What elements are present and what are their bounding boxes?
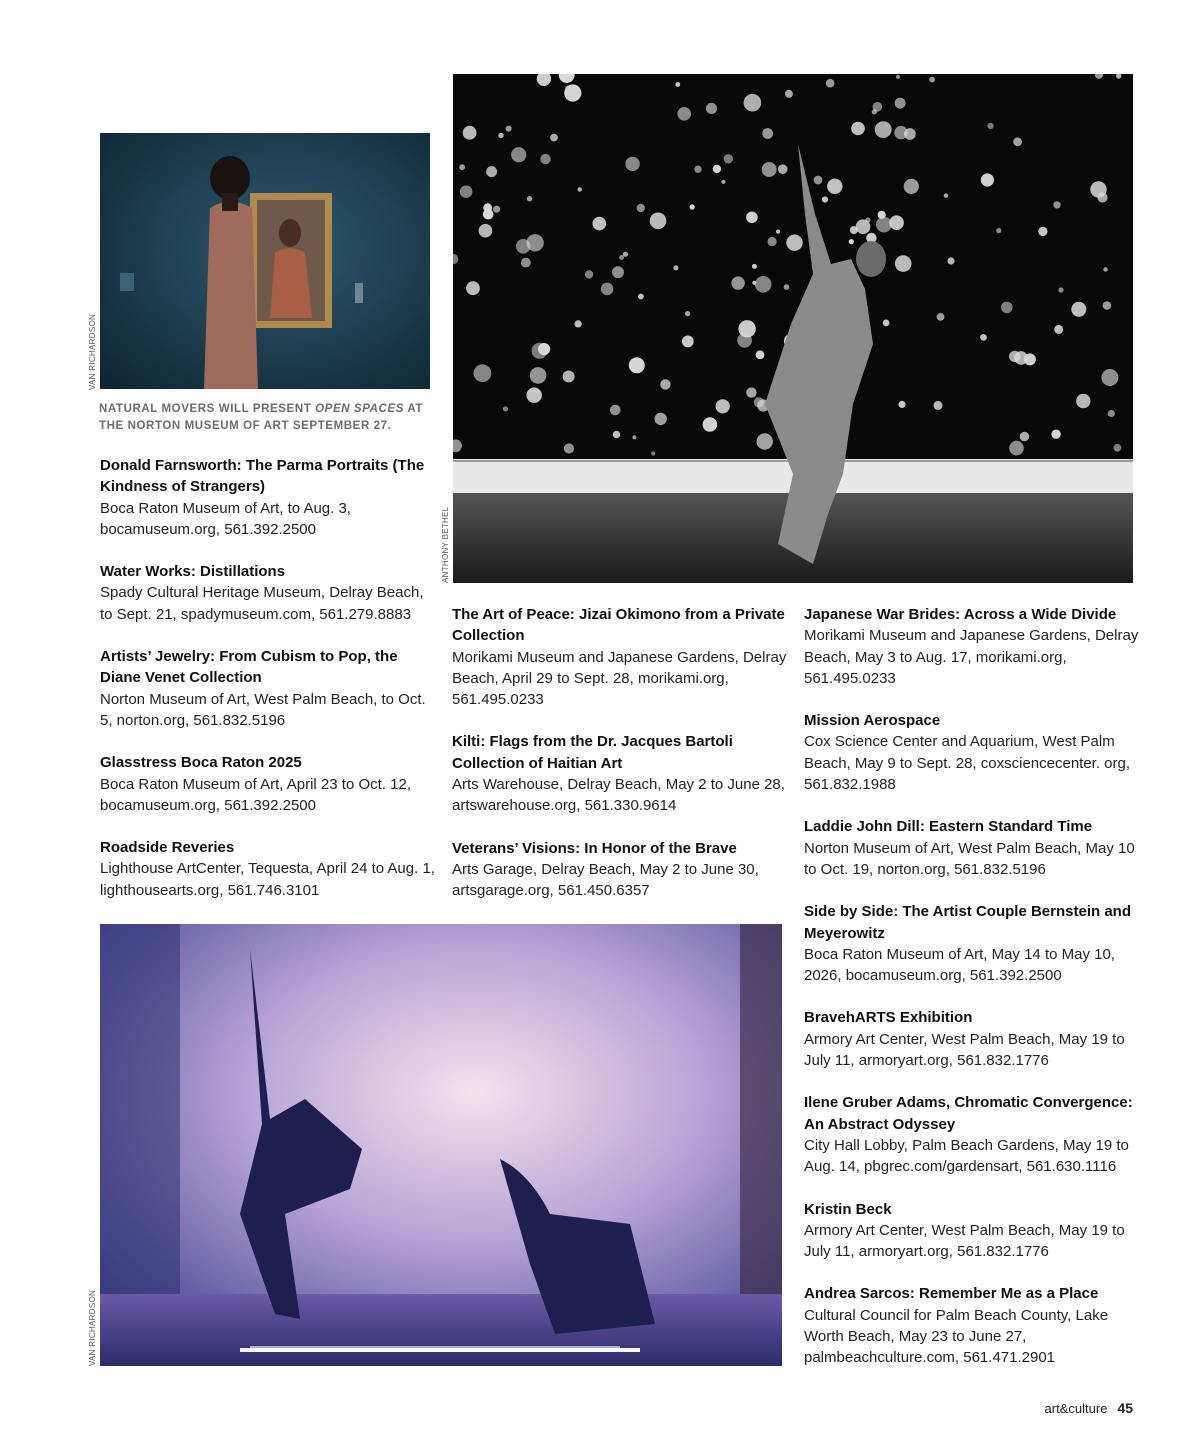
listing-details: Morikami Museum and Japanese Gardens, Delray Beach, May 3 to Aug. 17, morikami.org, 561.495.0233 [804,627,1139,687]
section-name: art&culture [1044,1401,1108,1416]
listing-title: Water Works: Distillations [100,563,286,581]
listing-details: Armory Art Center, West Palm Beach, May 19 to July 11, armoryart.org, 561.832.1776 [804,1221,1125,1261]
listing-details: Norton Museum of Art, West Palm Beach, to Oct. 5, norton.org, 561.832.5196 [100,690,426,729]
listing-title: Japanese War Brides: Across a Wide Divide [804,606,1117,623]
duo-photo-credit: VAN RICHARDSON [88,1289,97,1366]
listing-title: Side by Side: The Artist Couple Bernstein and Meyerowitz [804,903,1131,942]
listing-title: Donald Farnsworth: The Parma Portraits (The Kindness of Strangers) [100,457,425,496]
listing-entry [804,1092,1139,1177]
listing-entry [452,731,787,816]
dancer-photo [453,74,1133,583]
listing-title: The Art of Peace: Jizai Okimono from a Private Collection [452,606,785,645]
listing-details: Norton Museum of Art, West Palm Beach, May 10 to Oct. 19, norton.org, 561.832.5196 [804,839,1135,878]
listing-title: Artists’ Jewelry: From Cubism to Pop, the Diane Venet Collection [100,648,398,687]
listing-entry [804,710,1139,795]
page-footer [1045,1400,1133,1416]
listing-title: Mission Aerospace [804,712,941,730]
listing-entry [452,838,787,902]
dancer-photo-credit: ANTHONY BETHEL [441,506,450,583]
listing-entry [100,646,435,731]
listing-entry [804,901,1139,986]
listing-details: Boca Raton Museum of Art, May 14 to May 10, 2026, bocamuseum.org, 561.392.2500 [804,945,1115,985]
listing-entry [804,1199,1139,1263]
middle-column [452,604,787,923]
right-column [804,604,1139,1390]
listing-title: Veterans’ Visions: In Honor of the Brave [452,839,737,857]
listing-entry [100,752,435,816]
listing-details: Boca Raton Museum of Art, to Aug. 3, bocamuseum.org, 561.392.2500 [100,499,351,538]
listing-title: Kristin Beck [804,1200,892,1218]
listing-details: Cox Science Center and Aquarium, West Palm Beach, May 9 to Sept. 28, coxsciencecenter. org, 561.832.1988 [804,733,1131,794]
listing-details: Armory Art Center, West Palm Beach, May 19 to July 11, armoryart.org, 561.832.1776 [804,1030,1125,1070]
listing-entry [804,604,1139,689]
page-number: 45 [1117,1400,1133,1416]
museum-photo [100,133,430,389]
listing-entry [100,561,435,625]
listing-entry [100,455,435,540]
listing-details: Cultural Council for Palm Beach County, Lake Worth Beach, May 23 to June 27, palmbeachculture.com, 561.471.2901 [804,1306,1109,1367]
listing-title: BravehARTS Exhibition [804,1009,973,1027]
listing-title: Andrea Sarcos: Remember Me as a Place [804,1285,1099,1303]
left-column [100,455,435,922]
duo-photo [100,924,782,1366]
listing-details: Morikami Museum and Japanese Gardens, Delray Beach, April 29 to Sept. 28, morikami.org, 561.495.0233 [452,648,787,709]
listing-title: Glasstress Boca Raton 2025 [100,754,302,772]
museum-photo-credit: VAN RICHARDSON [88,313,97,390]
listing-entry [804,1283,1139,1368]
listing-details: City Hall Lobby, Palm Beach Gardens, May 19 to Aug. 14, pbgrec.com/gardensart, 561.630.1116 [804,1136,1129,1176]
listing-entry [100,837,435,901]
listing-entry [804,1007,1139,1071]
listing-details: Arts Garage, Delray Beach, May 2 to June 30, artsgarage.org, 561.450.6357 [452,860,759,900]
listing-details: Arts Warehouse, Delray Beach, May 2 to June 28, artswarehouse.org, 561.330.9614 [452,776,785,815]
listing-details: Lighthouse ArtCenter, Tequesta, April 24 to Aug. 1, lighthousearts.org, 561.746.3101 [100,860,435,899]
listing-title: Roadside Reveries [100,839,235,857]
listing-entry [804,816,1139,880]
listing-details: Spady Cultural Heritage Museum, Delray Beach, to Sept. 21, spadymuseum.com, 561.279.8883 [100,584,424,623]
listing-title: Kilti: Flags from the Dr. Jacques Bartoli Collection of Haitian Art [452,733,733,772]
photo-caption: NATURAL MOVERS WILL PRESENT OPEN SPACES AT THE NORTON MUSEUM OF ART SEPTEMBER 27. [99,403,424,432]
listing-entry [452,604,787,710]
listing-title: Laddie John Dill: Eastern Standard Time [804,818,1093,836]
listing-title: Ilene Gruber Adams, Chromatic Convergence: An Abstract Odyssey [804,1094,1133,1133]
listing-details: Boca Raton Museum of Art, April 23 to Oct. 12, bocamuseum.org, 561.392.2500 [100,775,411,814]
